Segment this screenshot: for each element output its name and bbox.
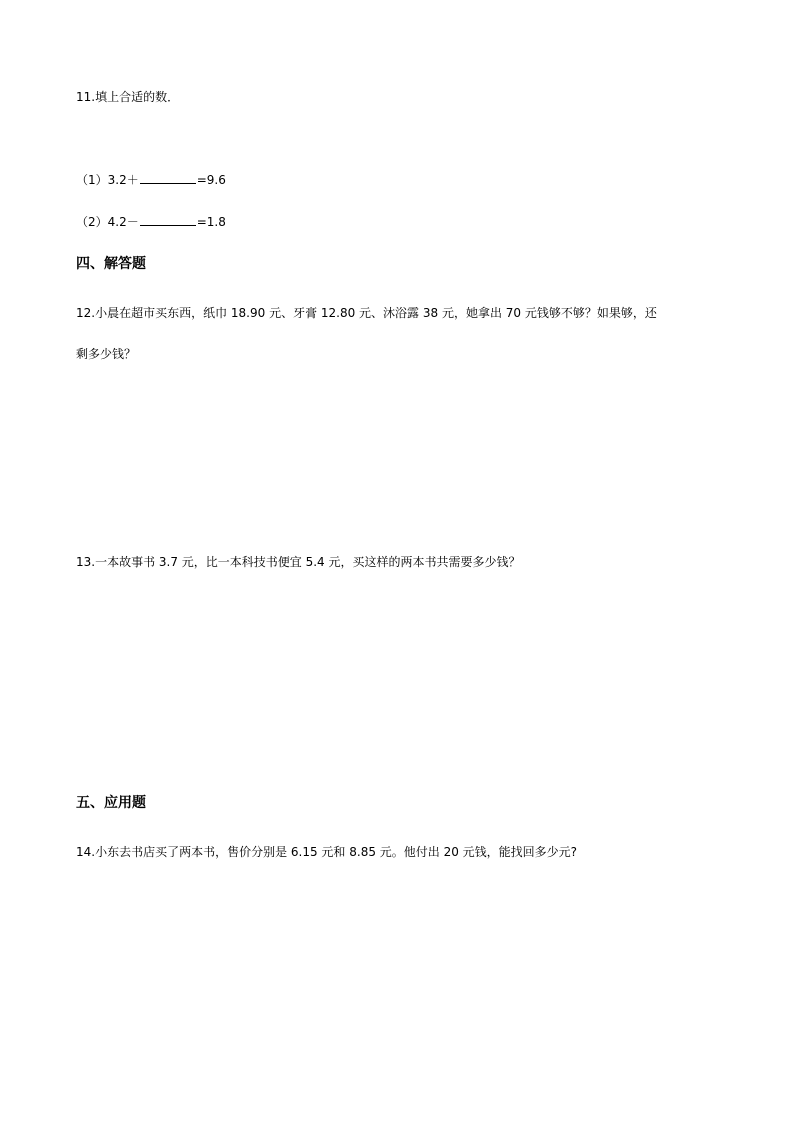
question-11-item-2 bbox=[76, 214, 226, 230]
question-12-line-2: 剩多少钱？ bbox=[76, 347, 137, 361]
question-14: 14.小东去书店买了两本书，售价分别是 6.15 元和 8.85 元。他付出 20 元钱，能找回多少元? bbox=[76, 845, 578, 859]
question-11-stem: 11.填上合适的数． bbox=[76, 90, 180, 104]
section-4-title: 四、解答题 bbox=[76, 256, 146, 272]
item-2-suffix: =1.8 bbox=[196, 215, 226, 229]
item-2-prefix: （2）4.2－ bbox=[76, 215, 139, 229]
question-13: 13.一本故事书 3.7 元，比一本科技书便宜 5.4 元，买这样的两本书共需要多少钱？ bbox=[76, 555, 521, 569]
item-1-suffix: =9.6 bbox=[196, 173, 226, 187]
answer-blank-1[interactable] bbox=[140, 172, 196, 184]
item-1-prefix: （1）3.2＋ bbox=[76, 173, 139, 187]
question-12-line-1: 12.小晨在超市买东西，纸巾 18.90 元、牙膏 12.80 元、沐浴露 38 元，她拿出 70 元钱够不够？如果够，还 bbox=[76, 306, 657, 320]
answer-blank-2[interactable] bbox=[140, 214, 196, 226]
question-11-item-1 bbox=[76, 172, 226, 188]
section-5-title: 五、应用题 bbox=[76, 795, 146, 811]
